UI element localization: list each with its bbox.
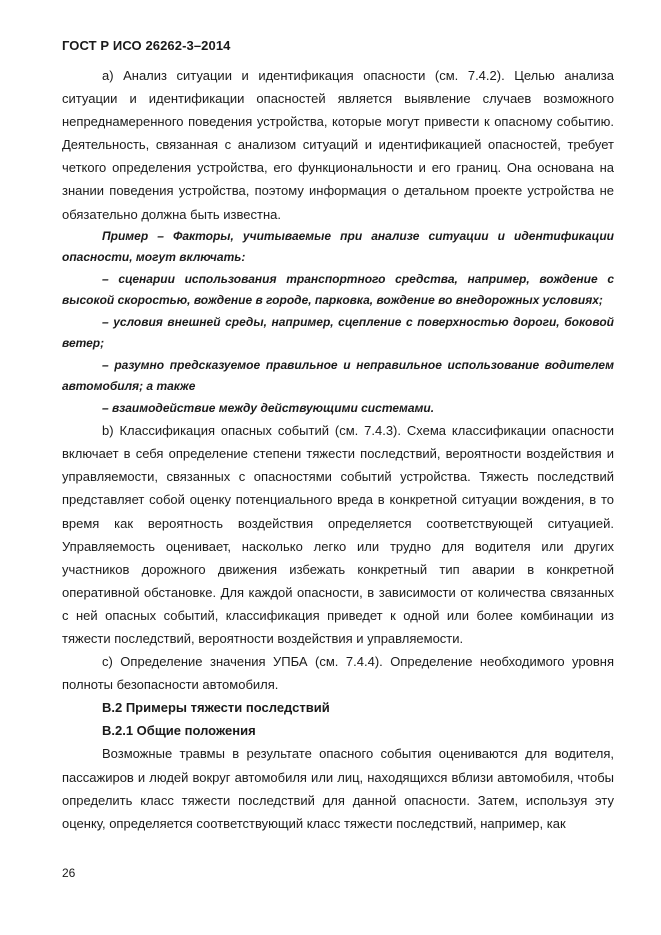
example-item-interaction: – взаимодействие между действующими системами. (102, 400, 435, 415)
section-heading-b21: В.2.1 Общие положения (102, 723, 256, 739)
paragraph-general-provisions: Возможные травмы в результате опасного события оцениваются для водителя, пассажиров и людей вокруг автомобиля или лиц, находящихся вблизи автомобиля, чтобы определить класс тяжести последствий для данной опасности. Затем, используя эту оценку, определяется соответствующий класс тяжести последствий, например, как (62, 746, 614, 831)
paragraph-situation-analysis: а) Анализ ситуации и идентификация опасности (см. 7.4.2). Целью анализа ситуации и идентификации опасностей является выявление случаев возможного непреднамеренного поведения устройства, которые могут привести к опасному событию. Деятельность, связанная с анализом ситуаций и идентификацией опасностей, требует четкого определения устройства, его функциональности и его границ. Она основана на знании поведения устройства, поэтому информация о детальном проекте устройства не обязательно должна быть известна. (62, 68, 614, 222)
section-heading-b2: В.2 Примеры тяжести последствий (102, 700, 330, 716)
example-item-environment: – условия внешней среды, например, сцепление с поверхностью дороги, боковой ветер; (62, 314, 614, 351)
example-item-scenarios: – сценарии использования транспортного средства, например, вождение с высокой скоростью, вождение в городе, парковка, вождение во внедорожных условиях; (62, 271, 614, 308)
page-body (62, 64, 614, 835)
paragraph-hazard-classification: b) Классификация опасных событий (см. 7.4.3). Схема классификации опасности включает в себя определение степени тяжести последствий, вероятности воздействия и управляемости, связанных с опасностями событий устройства. Тяжесть последствий представляет собой оценку потенциального вреда в конкретной ситуации вождения, в то время как вероятность воздействия определяется соответствующей ситуацией. Управляемость оценивает, насколько легко или трудно для водителя или других участников дорожного движения избежать конкретный тип аварии в конкретной оперативной обстановке. Для каждой опасности, в зависимости от количества связанных с ней опасных событий, классификация приведет к одной или более комбинации из тяжести последствий, вероятности воздействия и управляемости. (62, 423, 614, 646)
paragraph-asil-determination: c) Определение значения УПБА (см. 7.4.4). Определение необходимого уровня полноты безопасности автомобиля. (62, 654, 614, 693)
document-code-header: ГОСТ Р ИСО 26262-3–2014 (62, 38, 231, 53)
example-item-usage: – разумно предсказуемое правильное и неправильное использование водителем автомобиля; а также (62, 357, 614, 394)
example-intro: Пример – Факторы, учитываемые при анализе ситуации и идентификации опасности, могут включать: (62, 228, 614, 265)
page-number: 26 (62, 866, 76, 880)
